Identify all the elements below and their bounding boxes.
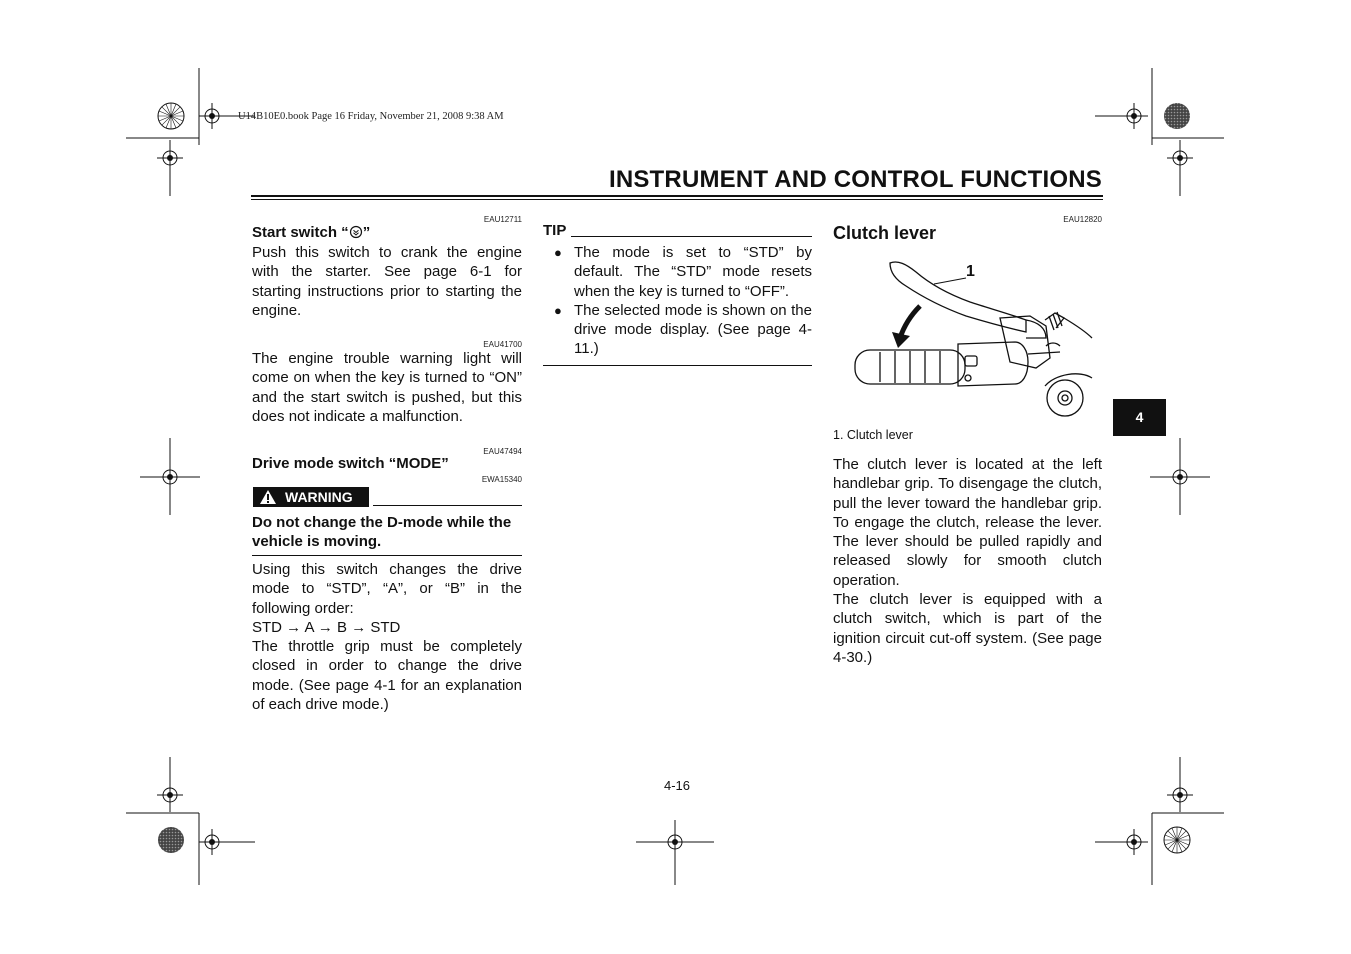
- code-eau47494: EAU47494: [483, 447, 522, 456]
- tip-label: TIP: [543, 222, 567, 239]
- warning-end-rule: [252, 555, 522, 556]
- clutch-text-1: The clutch lever is located at the left handlebar grip. To disengage the clutch, pull the lever toward the handlebar grip. To engage the clutch, release the lever. The lever should be pulled rapidly and released slowly for smooth clutch operation.: [833, 456, 1102, 589]
- tip-end-rule: [543, 365, 812, 366]
- start-switch-heading: [252, 224, 370, 241]
- reg-circle-tl: [158, 103, 184, 129]
- code-eau12711: EAU12711: [483, 215, 522, 224]
- page-number: 4-16: [663, 778, 691, 793]
- mode-order: STD → A → B → STD: [252, 618, 401, 636]
- bullet-icon: ●: [554, 245, 562, 260]
- heading-text: Start switch “: [252, 224, 349, 241]
- tip-bullet: ● The mode is set to “STD” by default. The “STD” mode resets when the key is turned to “OFF”.: [554, 244, 812, 300]
- throttle-text: The throttle grip must be completely closed in order to change the drive mode. (See page 4-1 for an explanation of each drive mode.): [252, 638, 522, 714]
- drive-mode-heading: Drive mode switch “MODE”: [252, 455, 449, 472]
- mode-text: Using this switch changes the drive mode to “STD”, “A”, or “B” in the following order:: [252, 561, 522, 617]
- heading-text-end: ”: [362, 224, 371, 241]
- clutch-text: [833, 455, 1102, 667]
- tip-bullet: ● The selected mode is shown on the drive mode display. (See page 4-11.): [554, 301, 812, 358]
- reg-circle-tr: [1164, 103, 1190, 129]
- chapter-tab: 4: [1113, 399, 1166, 436]
- warning-triangle-icon: [259, 489, 277, 505]
- code-ewa15340: EWA15340: [481, 475, 522, 484]
- mode-text-block: [252, 560, 522, 714]
- tip-rule: [571, 236, 812, 237]
- warning-text: Do not change the D-mode while the vehicle is moving.: [252, 514, 512, 551]
- code-eau41700: EAU41700: [483, 340, 522, 349]
- tip-list: [543, 243, 812, 359]
- clutch-lever-illustration: [850, 258, 1095, 423]
- start-switch-text: Push this switch to crank the engine with the starter. See page 6-1 for starting instructions prior to starting the engine.: [252, 244, 522, 319]
- title-rule: [251, 195, 1103, 197]
- warning-badge: [253, 487, 369, 507]
- bullet-icon: ●: [554, 302, 562, 318]
- engine-warning-text: The engine trouble warning light will come on when the key is turned to “ON” and the start switch is pushed, but this does not indicate a malfunction.: [252, 350, 522, 425]
- warning-label: WARNING: [285, 489, 353, 505]
- code-eau12820: EAU12820: [1063, 215, 1102, 224]
- clutch-lever-heading: Clutch lever: [833, 223, 937, 243]
- callout-number: 1: [966, 263, 975, 280]
- clutch-text-2: The clutch lever is equipped with a clutch switch, which is part of the ignition circuit cut-off system. (See page 4-30.): [833, 591, 1102, 666]
- reg-circle-bl: [158, 827, 184, 853]
- reg-circle-br: [1164, 827, 1190, 853]
- warning-rule: [373, 505, 522, 506]
- start-switch-icon: [349, 225, 363, 239]
- figure-caption: 1. Clutch lever: [833, 428, 913, 442]
- book-info: U14B10E0.book Page 16 Friday, November 21, 2008 9:38 AM: [238, 111, 504, 122]
- page-title: INSTRUMENT AND CONTROL FUNCTIONS: [608, 166, 1102, 193]
- title-rule-thin: [251, 199, 1103, 200]
